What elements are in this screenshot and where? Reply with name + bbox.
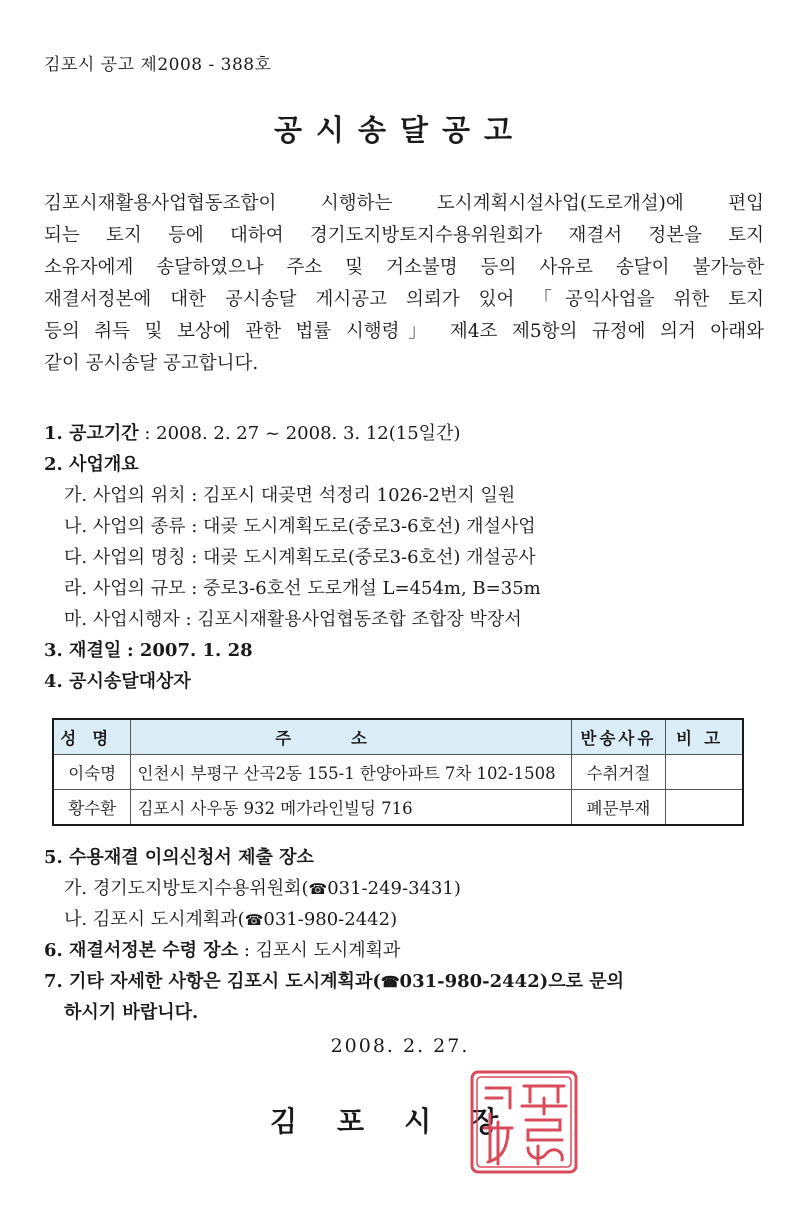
overview-row: 가. 사업의 위치 : 김포시 대곶면 석정리 1026-2번지 일원 bbox=[64, 485, 516, 506]
item-other-tel: 031-980-2442 bbox=[399, 971, 540, 992]
telephone-icon: ☎ bbox=[380, 973, 400, 991]
item-other-suffix: )으로 문의 bbox=[539, 971, 625, 992]
cell-name: 황수환 bbox=[53, 790, 131, 826]
item-receipt bbox=[44, 935, 764, 966]
body-line: 등의 취득 및 보상에 관한 법률 시행령」 제4조 제5항의 규정에 의거 아래와 bbox=[44, 321, 764, 342]
notice-body bbox=[44, 188, 764, 380]
notice-number: 김포시 공고 제2008 - 388호 bbox=[44, 55, 272, 75]
cell-address: 김포시 사우동 932 메가라인빌딩 716 bbox=[131, 790, 571, 826]
item-other-prefix: 7. 기타 자세한 사항은 김포시 도시계획과( bbox=[44, 971, 381, 992]
table-row bbox=[53, 790, 743, 826]
overview-row: 마. 사업시행자 : 김포시재활용사업협동조합 조합장 박장서 bbox=[64, 609, 522, 630]
objection-tel: 031-249-3431 bbox=[327, 878, 454, 899]
table-row bbox=[53, 755, 743, 790]
cell-note bbox=[666, 790, 743, 826]
body-line: 김포시재활용사업협동조합이 시행하는 도시계획시설사업(도로개설)에 편입 bbox=[44, 193, 764, 214]
official-seal-icon bbox=[468, 1068, 580, 1176]
item-period bbox=[44, 418, 764, 449]
objection-suffix: ) bbox=[453, 878, 461, 899]
header-note: 비고 bbox=[666, 719, 743, 755]
objection-row bbox=[44, 873, 764, 904]
item-receipt-label: 6. 재결서정본 수령 장소 bbox=[44, 940, 239, 961]
item-decision-date bbox=[44, 635, 764, 666]
item-period-label: 1. 공고기간 bbox=[44, 423, 139, 444]
body-line: 되는 토지 등에 대하여 경기도지방토지수용위원회가 재결서 정본을 토지 bbox=[44, 225, 764, 246]
objection-suffix: ) bbox=[390, 909, 398, 930]
notice-title: 공시송달공고 bbox=[273, 113, 527, 147]
telephone-icon: ☎ bbox=[308, 880, 328, 898]
overview-row: 라. 사업의 규모 : 중로3-6호선 도로개설 L=454m, B=35m bbox=[64, 578, 541, 599]
item-decision-date-value: : 2007. 1. 28 bbox=[126, 640, 253, 661]
item-other-line2: 하시기 바랍니다. bbox=[64, 1002, 199, 1023]
objection-tel: 031-980-2442 bbox=[263, 909, 391, 930]
cell-address: 인천시 부평구 산곡2동 155-1 한양아파트 7차 102-1508 bbox=[131, 755, 571, 790]
body-line: 같이 공시송달 공고합니다. bbox=[44, 353, 259, 374]
telephone-icon: ☎ bbox=[244, 911, 264, 929]
cell-reason: 수취거절 bbox=[571, 755, 666, 790]
body-line: 소유자에게 송달하였으나 주소 및 거소불명 등의 사유로 송달이 불가능한 bbox=[44, 257, 764, 278]
header-name: 성명 bbox=[53, 719, 131, 755]
table-header-row bbox=[53, 719, 743, 755]
notice-date: 2008. 2. 27. bbox=[330, 1035, 470, 1057]
objection-row bbox=[44, 904, 764, 935]
issuer-name: 김포시장 bbox=[270, 1105, 539, 1138]
header-reason: 반송사유 bbox=[571, 719, 666, 755]
item-overview-label: 2. 사업개요 bbox=[44, 454, 139, 475]
notice-items-continued bbox=[44, 842, 764, 1028]
item-decision-date-label: 3. 재결일 bbox=[44, 640, 122, 661]
cell-name: 이숙명 bbox=[53, 755, 131, 790]
item-objection-label: 5. 수용재결 이의신청서 제출 장소 bbox=[44, 847, 314, 868]
body-line: 재결서정본에 대한 공시송달 게시공고 의뢰가 있어 「공익사업을 위한 토지 bbox=[44, 289, 764, 310]
cell-reason: 폐문부재 bbox=[571, 790, 666, 826]
notice-items bbox=[44, 418, 764, 697]
item-other-line1 bbox=[44, 966, 764, 997]
header-address: 주소 bbox=[131, 719, 571, 755]
targets-table-wrap bbox=[52, 718, 744, 826]
objection-place: 가. 경기도지방토지수용위원회( bbox=[64, 878, 309, 899]
overview-row: 다. 사업의 명칭 : 대곶 도시계획도로(중로3-6호선) 개설공사 bbox=[64, 547, 536, 568]
item-targets-label: 4. 공시송달대상자 bbox=[44, 671, 191, 692]
cell-note bbox=[666, 755, 743, 790]
overview-row: 나. 사업의 종류 : 대곶 도시계획도로(중로3-6호선) 개설사업 bbox=[64, 516, 536, 537]
objection-place: 나. 김포시 도시계획과( bbox=[64, 909, 245, 930]
item-period-value: : 2008. 2. 27 ~ 2008. 3. 12(15일간) bbox=[144, 423, 461, 444]
item-receipt-value: : 김포시 도시계획과 bbox=[243, 940, 401, 961]
targets-table bbox=[52, 718, 744, 826]
